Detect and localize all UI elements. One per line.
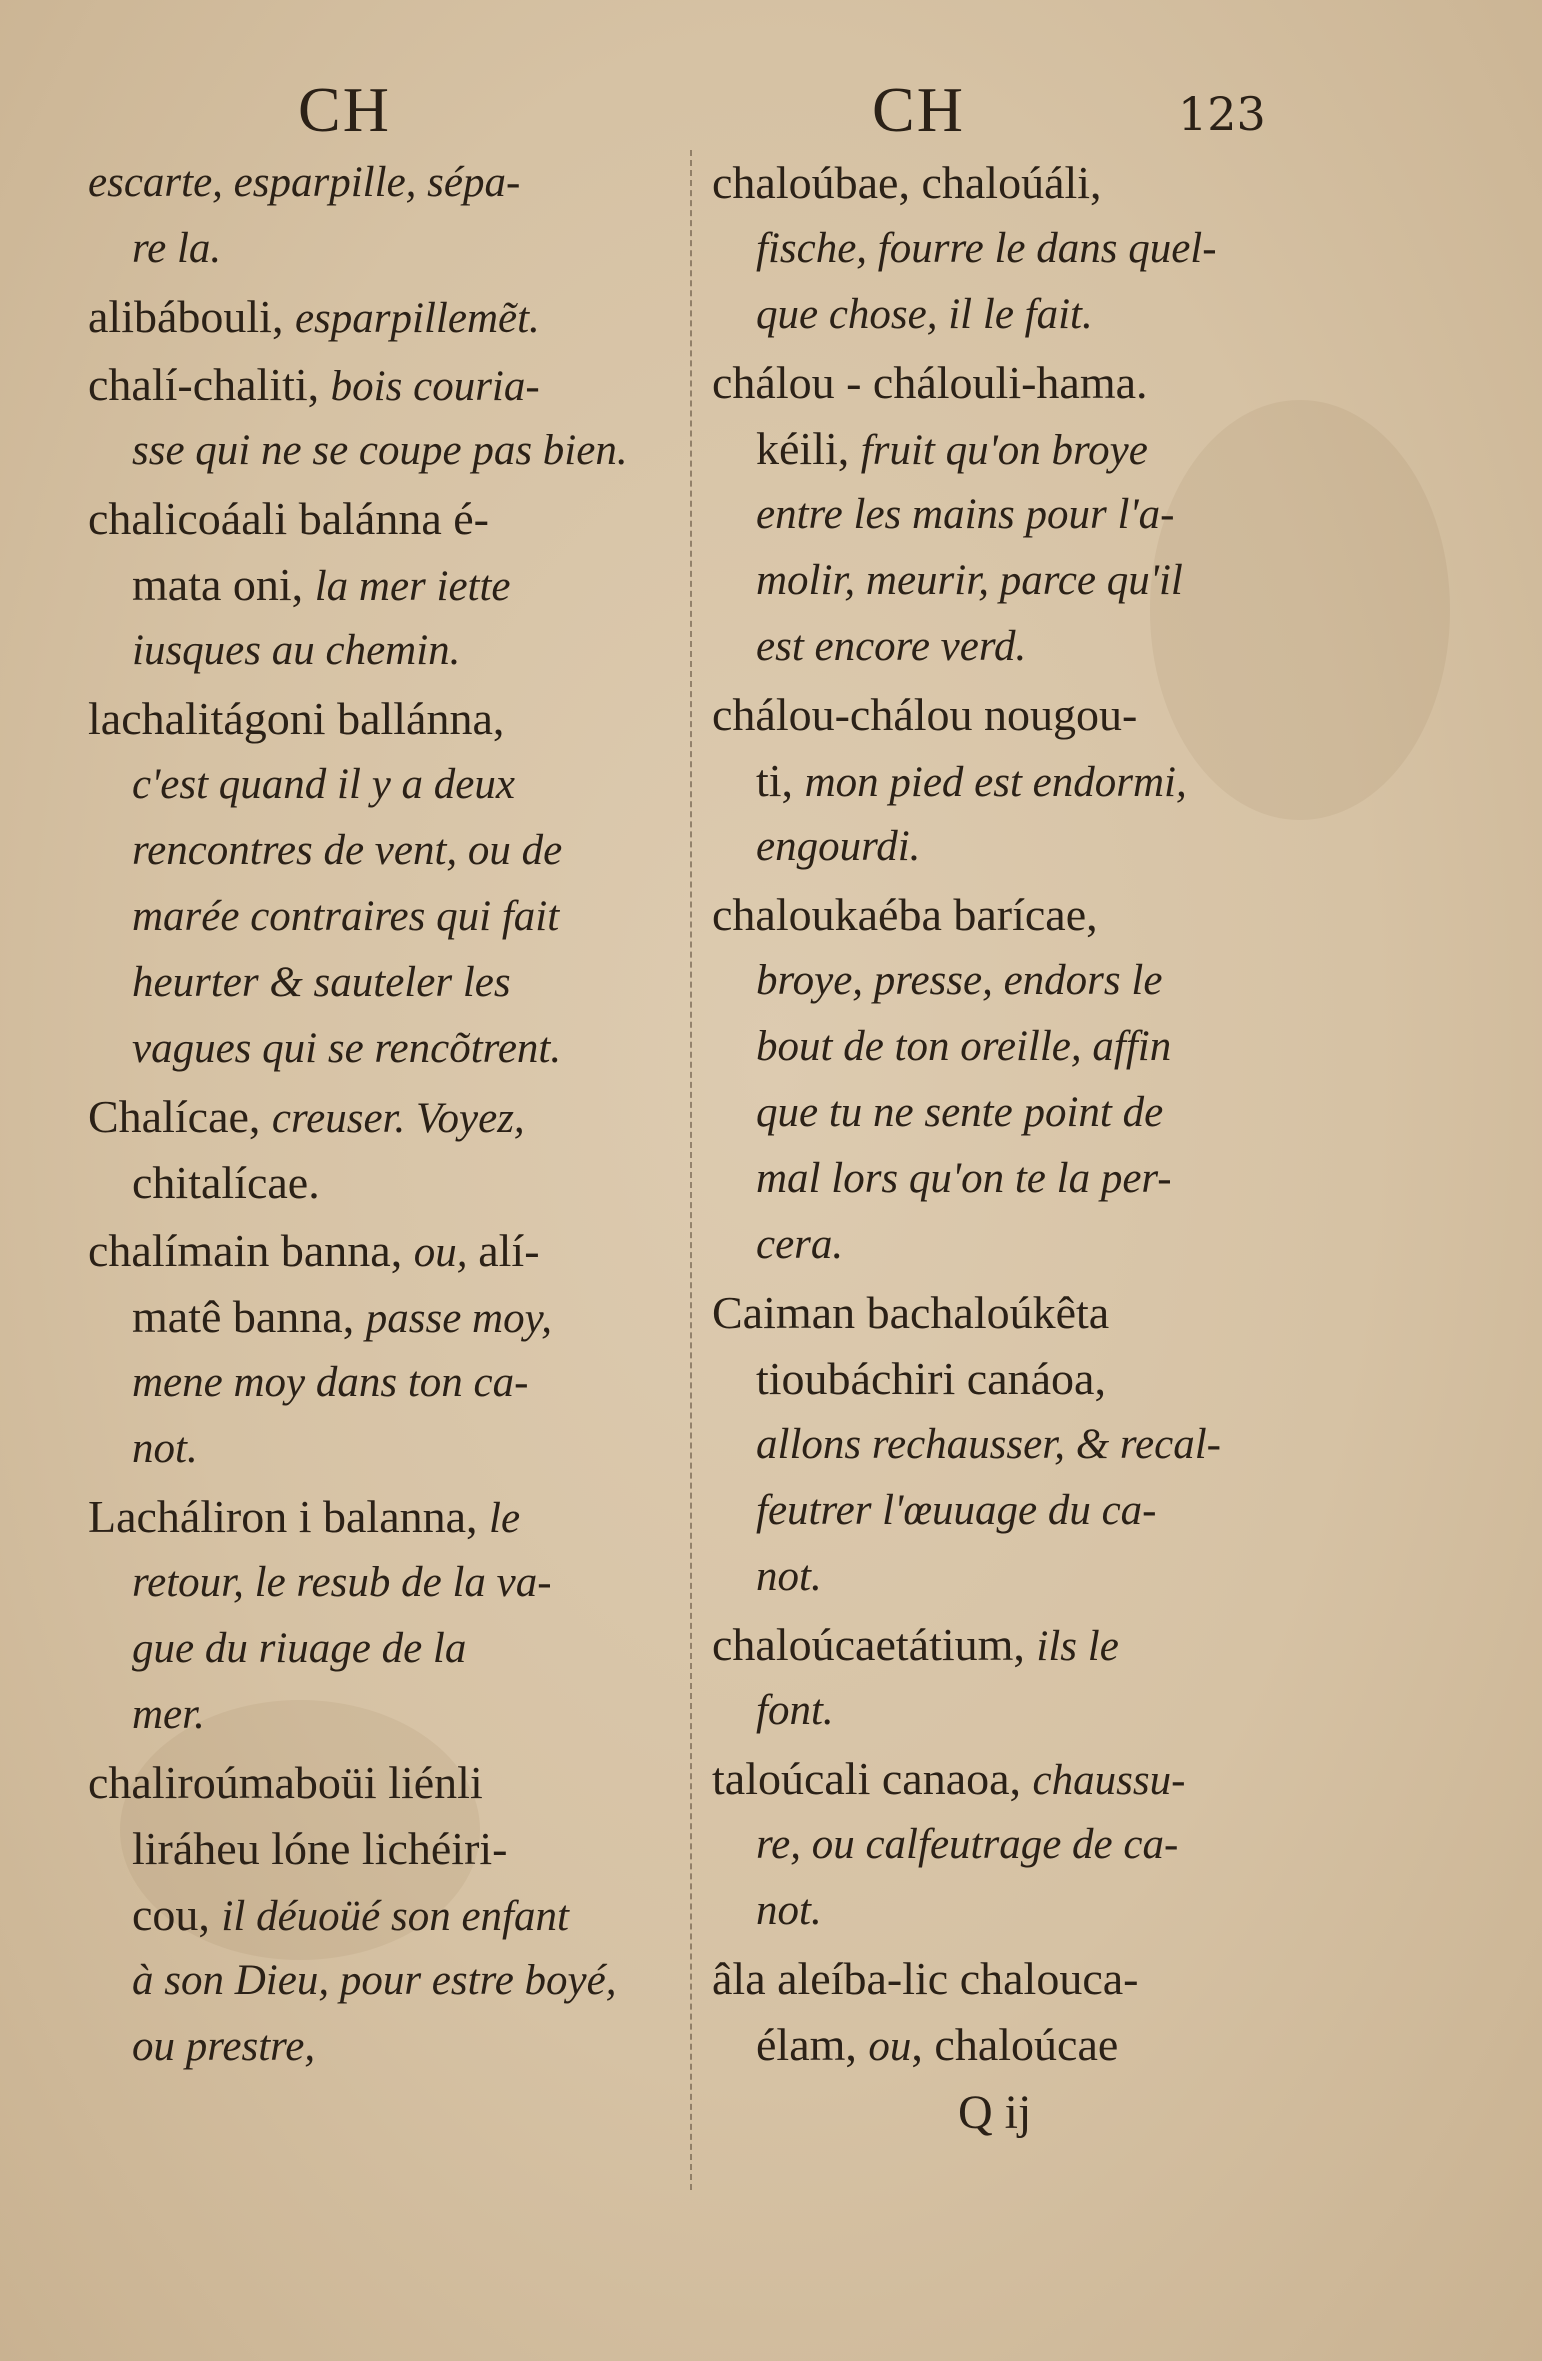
dictionary-entry [712, 350, 1312, 680]
gloss-text: rencontres de vent, ou de [132, 827, 563, 874]
gloss-text: ou, [413, 1229, 479, 1276]
gloss-text: est encore verd. [756, 623, 1027, 670]
gloss-text: marée contraires qui fait [132, 893, 560, 940]
headword-text: alí- [478, 1225, 540, 1276]
entry-line [712, 350, 1312, 416]
gloss-text: ils le [1036, 1623, 1119, 1670]
entry-line [712, 1212, 1312, 1278]
gloss-text: que tu ne sente point de [756, 1089, 1164, 1136]
headword-text: chalicoáali balánna é- [88, 493, 489, 544]
entry-line [712, 1812, 1312, 1878]
page-number: 123 [1178, 87, 1266, 141]
entry-line [88, 884, 678, 950]
gloss-text: mene moy dans ton ca- [132, 1359, 529, 1406]
gloss-text: sse qui ne se coupe pas bien. [132, 427, 628, 474]
running-header [0, 70, 1542, 150]
dictionary-entry [88, 1750, 678, 2080]
entry-line [88, 1484, 678, 1550]
gloss-text: bois couria- [330, 363, 540, 410]
left-column [88, 150, 678, 2082]
gloss-text: la mer iette [314, 563, 511, 610]
entry-line [88, 950, 678, 1016]
entry-line [712, 748, 1312, 814]
entry-line [88, 1284, 678, 1350]
gloss-text: molir, meurir, parce qu'il [756, 557, 1183, 604]
right-column [712, 150, 1312, 2080]
entry-line [88, 752, 678, 818]
entry-line [712, 1280, 1312, 1346]
entry-line [88, 1350, 678, 1416]
gloss-text: re la. [132, 225, 222, 272]
gloss-text: à son Dieu, pour estre boyé, [132, 1957, 617, 2004]
entry-line [88, 1616, 678, 1682]
entry-line [88, 618, 678, 684]
gloss-text: vagues qui se rencõtrent. [132, 1025, 562, 1072]
entry-line [712, 948, 1312, 1014]
dictionary-entry [88, 1218, 678, 1482]
column-divider [690, 150, 692, 2190]
headword-text: cou, [132, 1889, 222, 1940]
gloss-text: not. [132, 1425, 198, 1472]
headword-text: Chalícae, [88, 1091, 272, 1142]
entry-line [712, 150, 1312, 216]
dictionary-entry [88, 686, 678, 1082]
entry-line [712, 1678, 1312, 1744]
gloss-text: fruit qu'on broye [860, 427, 1148, 474]
dictionary-entry [712, 1946, 1312, 2078]
gloss-text: le [489, 1495, 521, 1542]
entry-line [88, 284, 678, 350]
headword-text: chálou-chálou nougou- [712, 689, 1138, 740]
gloss-text: esparpillemẽt. [294, 295, 540, 342]
entry-line [88, 1948, 678, 2014]
headword-text: âla aleíba-lic chalouca- [712, 1953, 1139, 2004]
entry-line [88, 1882, 678, 1948]
dictionary-entry [88, 486, 678, 684]
entry-line [712, 2012, 1312, 2078]
gloss-text: mer. [132, 1691, 205, 1738]
entry-line [712, 1544, 1312, 1610]
gloss-text: iusques au chemin. [132, 627, 461, 674]
entry-line [88, 1150, 678, 1216]
dictionary-entry [88, 284, 678, 350]
gloss-text: bout de ton oreille, affin [756, 1023, 1172, 1070]
headword-text: chitalícae. [132, 1157, 320, 1208]
gloss-text: fische, fourre le dans quel- [756, 225, 1217, 272]
entry-line [712, 1946, 1312, 2012]
gloss-text: ou prestre, [132, 2023, 316, 2070]
entry-line [712, 1878, 1312, 1944]
entry-line [88, 818, 678, 884]
headword-text: tioubáchiri canáoa, [756, 1353, 1106, 1404]
gloss-text: not. [756, 1887, 822, 1934]
entry-line [88, 1816, 678, 1882]
dictionary-entry [712, 1280, 1312, 1610]
gloss-text: entre les mains pour l'a- [756, 491, 1175, 538]
headword-text: alibábouli, [88, 291, 295, 342]
entry-line [88, 1550, 678, 1616]
gloss-text: cera. [756, 1221, 844, 1268]
entry-line [88, 1016, 678, 1082]
entry-line [712, 1146, 1312, 1212]
header-left: CH [298, 74, 391, 145]
entry-line [88, 552, 678, 618]
gloss-text: ou [868, 2023, 912, 2070]
entry-line [88, 352, 678, 418]
dictionary-entry [712, 150, 1312, 348]
headword-text: liráheu lóne lichéiri- [132, 1823, 508, 1874]
entry-line [88, 150, 678, 216]
gloss-text: re, ou calfeutrage de ca- [756, 1821, 1179, 1868]
dictionary-entry [712, 1612, 1312, 1744]
headword-text: chaliroúmaboüi liénli [88, 1757, 483, 1808]
entry-line [712, 548, 1312, 614]
gloss-text: c'est quand il y a deux [132, 761, 515, 808]
headword-text: mata oni, [132, 559, 315, 610]
entry-line [88, 1416, 678, 1482]
gloss-text: font. [756, 1687, 834, 1734]
gloss-text: heurter & sauteler les [132, 959, 511, 1006]
gloss-text: retour, le resub de la va- [132, 1559, 552, 1606]
headword-text: chaloukaéba barícae, [712, 889, 1098, 940]
gloss-text: il déuoüé son enfant [221, 1893, 569, 1940]
entry-line [712, 814, 1312, 880]
entry-line [712, 216, 1312, 282]
entry-line [88, 1750, 678, 1816]
entry-line [712, 1080, 1312, 1146]
entry-line [88, 418, 678, 484]
headword-text: chaloúbae, chaloúáli, [712, 157, 1102, 208]
entry-line [712, 1612, 1312, 1678]
signature-mark: Q ij [958, 2086, 1032, 2139]
gloss-text: mal lors qu'on te la per- [756, 1155, 1172, 1202]
entry-line [712, 1014, 1312, 1080]
entry-line [712, 1412, 1312, 1478]
entry-line [88, 2014, 678, 2080]
gloss-text: feutrer l'œuuage du ca- [756, 1487, 1157, 1534]
entry-line [88, 1084, 678, 1150]
dictionary-entry [88, 150, 678, 282]
gloss-text: engourdi. [756, 823, 921, 870]
entry-line [712, 682, 1312, 748]
dictionary-entry [712, 882, 1312, 1278]
entry-line [88, 1218, 678, 1284]
headword-text: taloúcali canaoa, [712, 1753, 1033, 1804]
gloss-text: chaussu- [1032, 1757, 1186, 1804]
headword-text: chalímain banna, [88, 1225, 414, 1276]
gloss-text: mon pied est endormi, [804, 759, 1187, 806]
entry-line [712, 882, 1312, 948]
headword-text: , chaloúcae [911, 2019, 1119, 2070]
gloss-text: creuser. Voyez, [271, 1095, 525, 1142]
headword-text: ti, [756, 755, 805, 806]
headword-text: kéili, [756, 423, 861, 474]
gloss-text: broye, presse, endors le [756, 957, 1163, 1004]
header-right: CH [872, 74, 965, 145]
entry-line [712, 614, 1312, 680]
dictionary-entry [712, 682, 1312, 880]
entry-line [712, 282, 1312, 348]
headword-text: matê banna, [132, 1291, 366, 1342]
gloss-text: allons rechausser, & recal- [756, 1421, 1221, 1468]
gloss-text: que chose, il le fait. [756, 291, 1093, 338]
headword-text: chálou - chálouli-hama. [712, 357, 1148, 408]
dictionary-entry [88, 1084, 678, 1216]
dictionary-entry [88, 352, 678, 484]
headword-text: chaloúcaetátium, [712, 1619, 1037, 1670]
entry-line [712, 1746, 1312, 1812]
entry-line [712, 416, 1312, 482]
dictionary-entry [712, 1746, 1312, 1944]
gloss-text: escarte, esparpille, sépa- [88, 159, 521, 206]
entry-line [712, 1346, 1312, 1412]
gloss-text: gue du riuage de la [132, 1625, 467, 1672]
gloss-text: passe moy, [365, 1295, 553, 1342]
entry-line [712, 482, 1312, 548]
headword-text: Caiman bachaloúkêta [712, 1287, 1110, 1338]
dictionary-entry [88, 1484, 678, 1748]
headword-text: Lacháliron i balanna, [88, 1491, 490, 1542]
entry-line [88, 486, 678, 552]
gloss-text: not. [756, 1553, 822, 1600]
headword-text: élam, [756, 2019, 869, 2070]
headword-text: chalí-chaliti, [88, 359, 331, 410]
entry-line [88, 686, 678, 752]
entry-line [88, 216, 678, 282]
entry-line [712, 1478, 1312, 1544]
entry-line [88, 1682, 678, 1748]
headword-text: lachalitágoni ballánna, [88, 693, 505, 744]
